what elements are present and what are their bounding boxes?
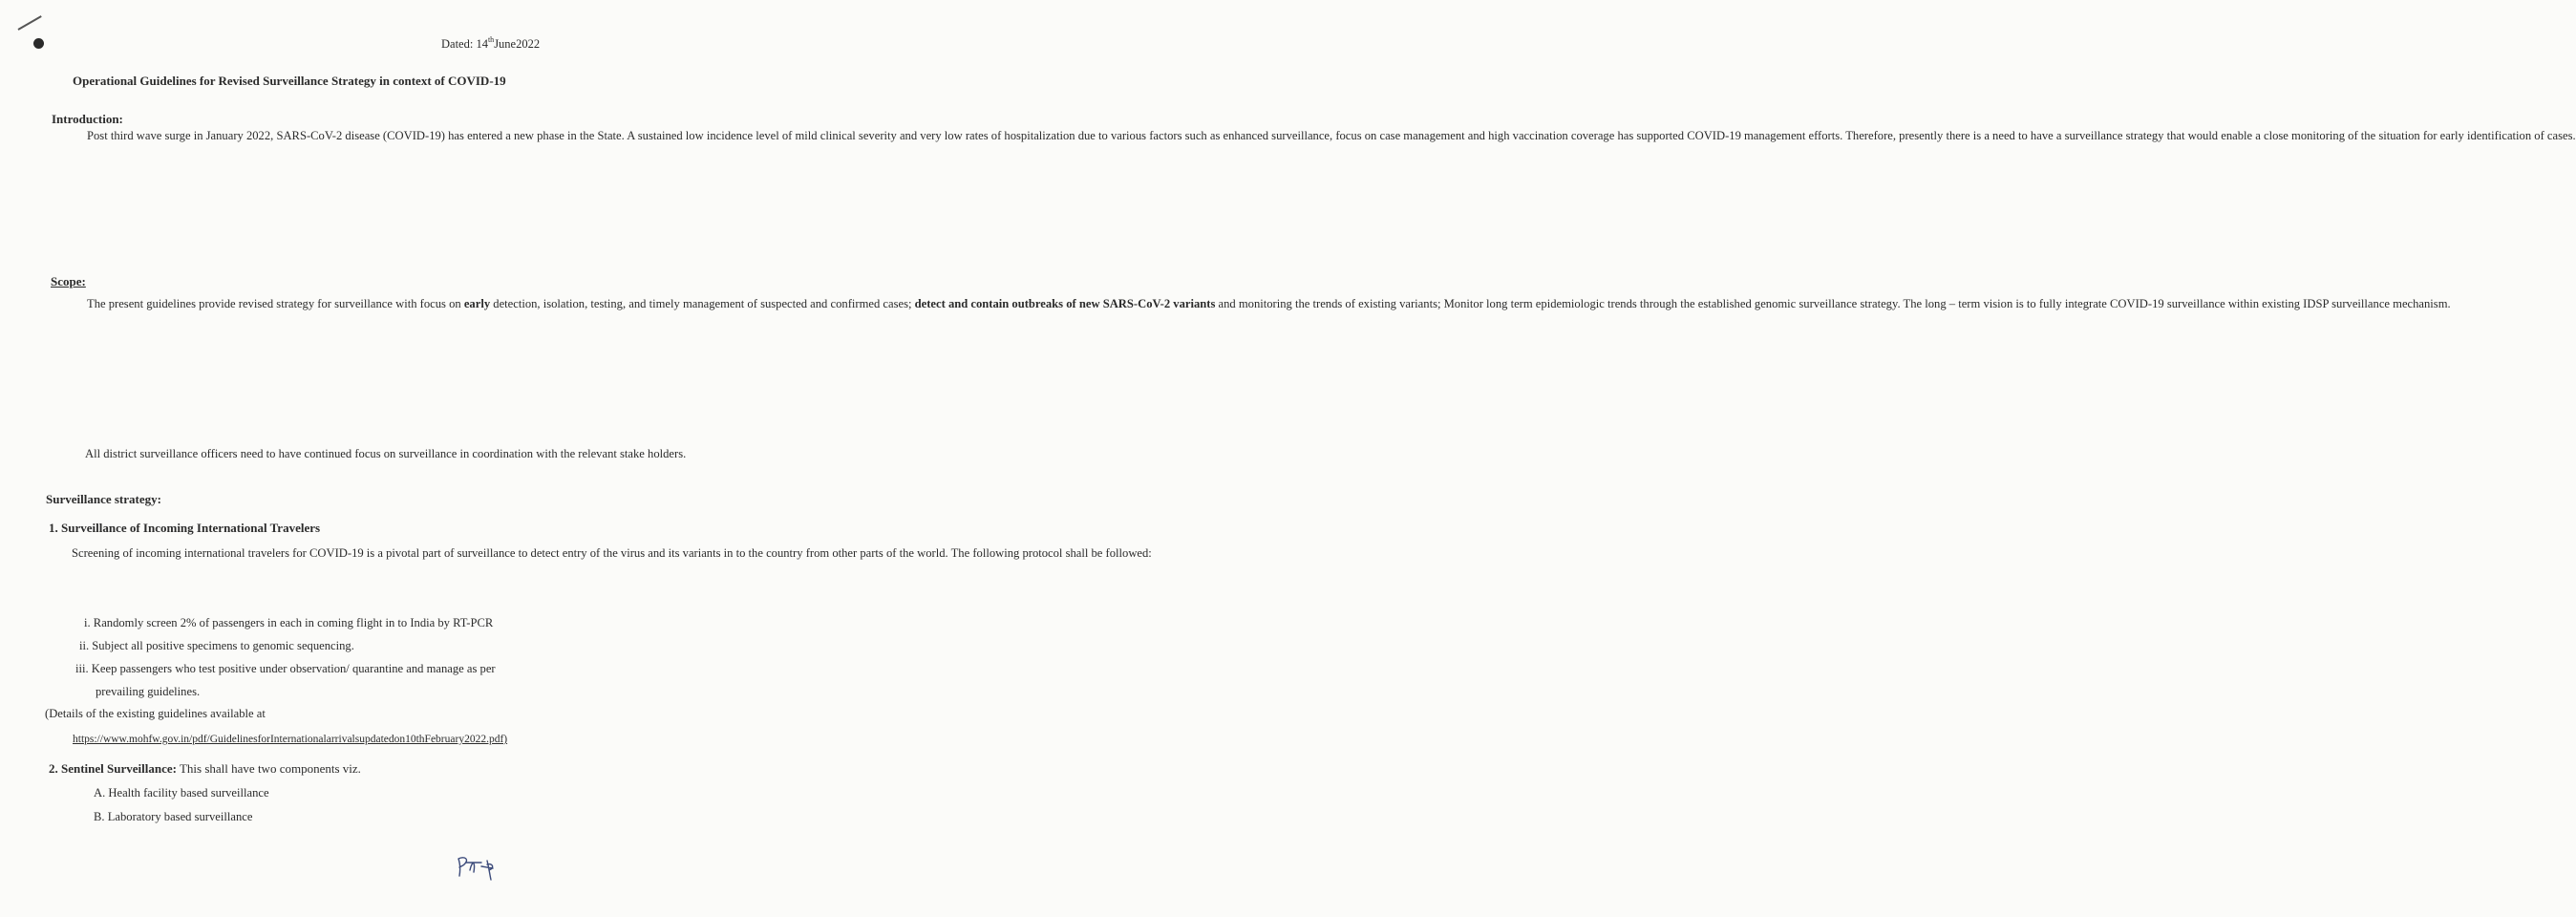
strategy-heading: Surveillance strategy:	[46, 492, 161, 506]
item1-sub-ii: ii. Subject all positive specimens to genomic sequencing.	[79, 639, 354, 652]
item2	[49, 761, 361, 777]
introduction-text: Post third wave surge in January 2022, SARS-CoV-2 disease (COVID-19) has entered a new phase in the State. A sustained low incidence level of mild clinical severity and very low rates of hospitalization due to various factors such as enhanced surveillance, focus on case management and high vaccination coverage has supported COVID-19 management efforts. Therefore, presently there is a need to have a surveillance strategy that would enable a close monitoring of the situation for early identification of cases.	[87, 129, 2576, 142]
item1-sub-iii-cont: prevailing guidelines.	[96, 685, 201, 698]
introduction-paragraph	[47, 125, 2576, 148]
scope-text-3: and monitoring the trends of existing variants; Monitor long term epidemiologic trends through the established genomic surveillance strategy. The long – term vision is to fully integrate COVID-19 surveillance within existing IDSP surveillance mechanism.	[1215, 297, 2451, 310]
scope-text-1: The present guidelines provide revised strategy for surveillance with focus on	[87, 297, 464, 310]
scope-bold-2: detect and contain outbreaks of new SARS-CoV-2 variants	[914, 297, 1216, 310]
item1-text: Screening of incoming international travelers for COVID-19 is a pivotal part of surveillance to detect entry of the virus and its variants in to the country from other parts of the world. The following protocol shall be followed:	[72, 546, 1152, 560]
item2-sub-a: A. Health facility based surveillance	[94, 786, 269, 800]
scope-note-text: All district surveillance officers need to have continued focus on surveillance in coordination with the relevant stake holders.	[85, 447, 687, 460]
date-suffix: June2022	[494, 37, 541, 51]
pen-mark	[18, 15, 42, 30]
scope-text-2: detection, isolation, testing, and timely management of suspected and confirmed cases;	[490, 297, 915, 310]
scope-bold-1: early	[463, 297, 491, 310]
date-sup: th	[487, 35, 495, 44]
item2-label: 2. Sentinel Surveillance:	[49, 761, 177, 776]
introduction-heading: Introduction:	[52, 112, 123, 126]
item1-label: 1. Surveillance of Incoming International Travelers	[49, 521, 321, 535]
details-note: (Details of the existing guidelines available at	[45, 707, 266, 720]
item1-sub-i: i. Randomly screen 2% of passengers in each in coming flight in to India by RT-PCR	[84, 616, 494, 629]
handwritten-signature	[455, 853, 508, 882]
document-title: Operational Guidelines for Revised Surveillance Strategy in context of COVID-19	[73, 74, 506, 88]
date-line	[441, 35, 540, 52]
date-prefix: Dated: 14	[441, 37, 488, 51]
scope-note	[70, 441, 687, 467]
scope-paragraph	[47, 293, 2451, 316]
item2-sub-b: B. Laboratory based surveillance	[94, 810, 253, 823]
punch-hole	[33, 38, 44, 49]
item1-sub-iii: iii. Keep passengers who test positive under observation/ quarantine and manage as per	[75, 662, 496, 675]
guidelines-link[interactable]: https://www.mohfw.gov.in/pdf/GuidelinesforInternationalarrivalsupdatedon10thFebruary2022.pdf)	[73, 734, 508, 745]
scope-heading: Scope:	[51, 274, 86, 288]
item2-text: This shall have two components viz.	[176, 761, 361, 776]
